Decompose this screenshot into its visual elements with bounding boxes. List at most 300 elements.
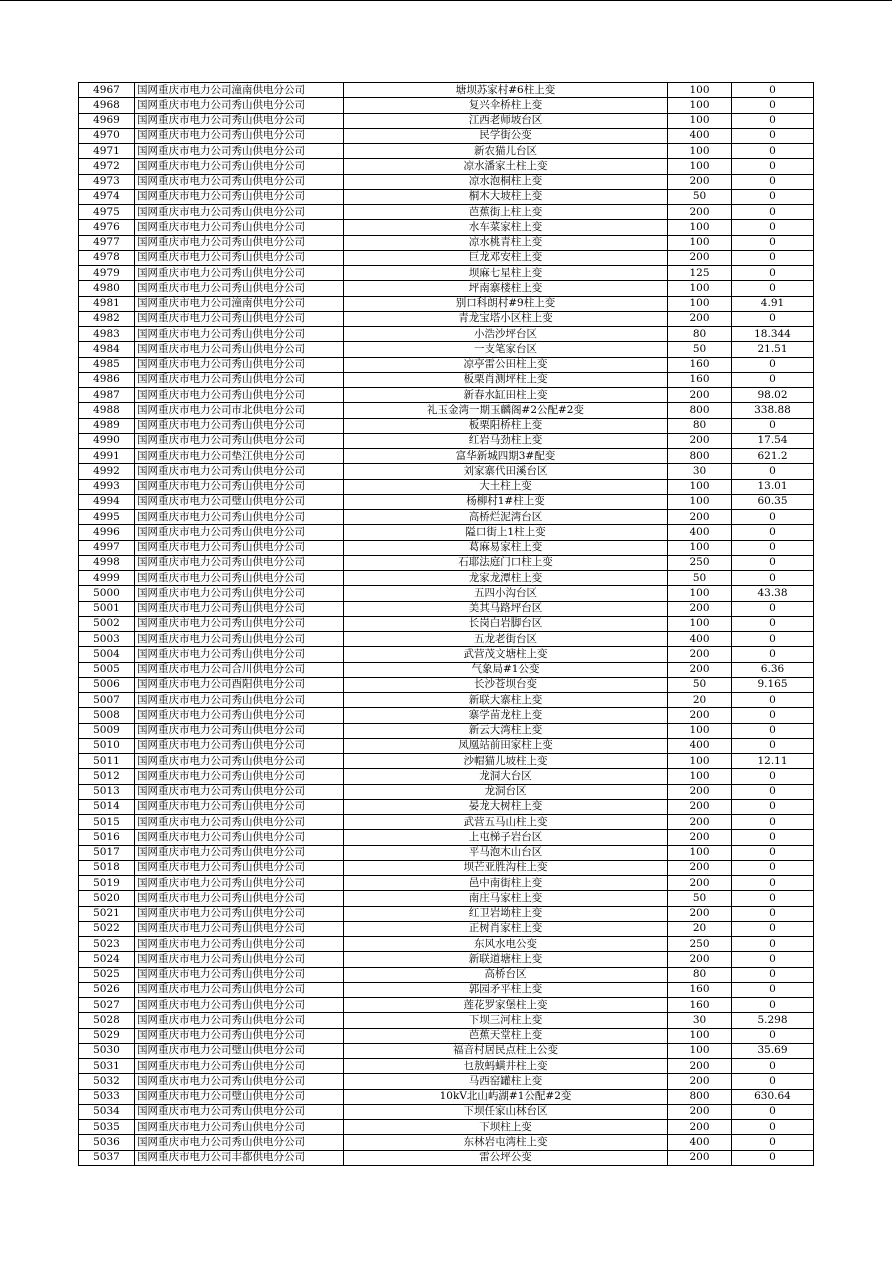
capacity-cell: 100 [668, 235, 732, 250]
company-cell: 国网重庆市电力公司秀山供电分公司 [135, 1135, 344, 1150]
company-cell: 国网重庆市电力公司秀山供电分公司 [135, 159, 344, 174]
row-id-cell: 5024 [79, 952, 135, 967]
value-cell: 0 [732, 723, 814, 738]
value-cell: 0 [732, 205, 814, 220]
row-id-cell: 5003 [79, 632, 135, 647]
value-cell: 13.01 [732, 479, 814, 494]
row-id-cell: 5013 [79, 784, 135, 799]
company-cell: 国网重庆市电力公司秀山供电分公司 [135, 510, 344, 525]
capacity-cell: 200 [668, 1150, 732, 1165]
capacity-cell: 200 [668, 388, 732, 403]
table-row [79, 235, 814, 250]
station-cell: 长沙苍坝台变 [344, 677, 668, 692]
table-row [79, 159, 814, 174]
station-cell: 美其马路坪台区 [344, 601, 668, 616]
station-cell: 民学街公变 [344, 128, 668, 143]
capacity-cell: 200 [668, 174, 732, 189]
table-row [79, 388, 814, 403]
row-id-cell: 5002 [79, 616, 135, 631]
value-cell: 0 [732, 982, 814, 997]
table-row [79, 708, 814, 723]
row-id-cell: 4989 [79, 418, 135, 433]
value-cell: 0 [732, 98, 814, 113]
station-cell: 龙洞台区 [344, 784, 668, 799]
row-id-cell: 5012 [79, 769, 135, 784]
row-id-cell: 5026 [79, 982, 135, 997]
value-cell: 0 [732, 647, 814, 662]
table-row [79, 205, 814, 220]
station-cell: 大土柱上变 [344, 479, 668, 494]
station-cell: 红岩马劲柱上变 [344, 433, 668, 448]
station-cell: 东林岩屯湾柱上变 [344, 1135, 668, 1150]
row-id-cell: 4995 [79, 510, 135, 525]
station-cell: 新春水缸田柱上变 [344, 388, 668, 403]
table-row [79, 144, 814, 159]
capacity-cell: 50 [668, 571, 732, 586]
company-cell: 国网重庆市电力公司秀山供电分公司 [135, 616, 344, 631]
row-id-cell: 5014 [79, 799, 135, 814]
table-row [79, 494, 814, 509]
capacity-cell: 20 [668, 921, 732, 936]
company-cell: 国网重庆市电力公司秀山供电分公司 [135, 738, 344, 753]
value-cell: 0 [732, 159, 814, 174]
capacity-cell: 50 [668, 677, 732, 692]
table-row [79, 510, 814, 525]
value-cell: 0 [732, 891, 814, 906]
row-id-cell: 4998 [79, 555, 135, 570]
capacity-cell: 100 [668, 113, 732, 128]
row-id-cell: 4967 [79, 83, 135, 98]
value-cell: 0 [732, 1120, 814, 1135]
value-cell: 0 [732, 1074, 814, 1089]
value-cell: 0 [732, 1104, 814, 1119]
row-id-cell: 4986 [79, 372, 135, 387]
capacity-cell: 200 [668, 784, 732, 799]
company-cell: 国网重庆市电力公司垫江供电分公司 [135, 449, 344, 464]
station-cell: 气象局#1公变 [344, 662, 668, 677]
table-row [79, 1043, 814, 1058]
row-id-cell: 5031 [79, 1059, 135, 1074]
company-cell: 国网重庆市电力公司秀山供电分公司 [135, 372, 344, 387]
company-cell: 国网重庆市电力公司秀山供电分公司 [135, 1013, 344, 1028]
capacity-cell: 800 [668, 449, 732, 464]
table-row [79, 784, 814, 799]
row-id-cell: 4994 [79, 494, 135, 509]
capacity-cell: 160 [668, 998, 732, 1013]
station-cell: 板栗肖测坪柱上变 [344, 372, 668, 387]
table-row [79, 449, 814, 464]
capacity-cell: 400 [668, 738, 732, 753]
station-cell: 雷公坪公变 [344, 1150, 668, 1165]
company-cell: 国网重庆市电力公司秀山供电分公司 [135, 113, 344, 128]
company-cell: 国网重庆市电力公司秀山供电分公司 [135, 876, 344, 891]
row-id-cell: 5006 [79, 677, 135, 692]
table-row [79, 845, 814, 860]
company-cell: 国网重庆市电力公司秀山供电分公司 [135, 571, 344, 586]
station-cell: 石耶法庭门口柱上变 [344, 555, 668, 570]
company-cell: 国网重庆市电力公司秀山供电分公司 [135, 433, 344, 448]
table-row [79, 571, 814, 586]
value-cell: 0 [732, 555, 814, 570]
row-id-cell: 5033 [79, 1089, 135, 1104]
company-cell: 国网重庆市电力公司秀山供电分公司 [135, 708, 344, 723]
value-cell: 0 [732, 144, 814, 159]
value-cell: 12.11 [732, 754, 814, 769]
station-cell: 下坝任家山林台区 [344, 1104, 668, 1119]
table-row [79, 815, 814, 830]
capacity-cell: 100 [668, 586, 732, 601]
capacity-cell: 100 [668, 754, 732, 769]
company-cell: 国网重庆市电力公司潼南供电分公司 [135, 83, 344, 98]
table-row [79, 464, 814, 479]
capacity-cell: 200 [668, 662, 732, 677]
capacity-cell: 100 [668, 494, 732, 509]
table-row [79, 433, 814, 448]
table-row [79, 311, 814, 326]
company-cell: 国网重庆市电力公司秀山供电分公司 [135, 250, 344, 265]
table-row [79, 967, 814, 982]
capacity-cell: 200 [668, 647, 732, 662]
value-cell: 0 [732, 128, 814, 143]
table-row [79, 128, 814, 143]
table-row [79, 555, 814, 570]
company-cell: 国网重庆市电力公司秀山供电分公司 [135, 540, 344, 555]
value-cell: 0 [732, 1150, 814, 1165]
value-cell: 0 [732, 632, 814, 647]
station-cell: 正树肖家柱上变 [344, 921, 668, 936]
value-cell: 0 [732, 937, 814, 952]
table-row [79, 921, 814, 936]
station-cell: 凉亭雷公田柱上变 [344, 357, 668, 372]
capacity-cell: 200 [668, 876, 732, 891]
capacity-cell: 800 [668, 403, 732, 418]
value-cell: 9.165 [732, 677, 814, 692]
row-id-cell: 5034 [79, 1104, 135, 1119]
company-cell: 国网重庆市电力公司秀山供电分公司 [135, 1059, 344, 1074]
capacity-cell: 20 [668, 693, 732, 708]
table-row [79, 357, 814, 372]
row-id-cell: 5018 [79, 860, 135, 875]
station-cell: 五龙老街台区 [344, 632, 668, 647]
table-row [79, 1104, 814, 1119]
station-cell: 南庄马家柱上变 [344, 891, 668, 906]
station-cell: 红卫岩坳柱上变 [344, 906, 668, 921]
company-cell: 国网重庆市电力公司秀山供电分公司 [135, 327, 344, 342]
capacity-cell: 50 [668, 342, 732, 357]
station-cell: 凉水桃青柱上变 [344, 235, 668, 250]
row-id-cell: 4990 [79, 433, 135, 448]
company-cell: 国网重庆市电力公司秀山供电分公司 [135, 144, 344, 159]
station-cell: 上屯梯子岩台区 [344, 830, 668, 845]
row-id-cell: 5001 [79, 601, 135, 616]
company-cell: 国网重庆市电力公司秀山供电分公司 [135, 189, 344, 204]
company-cell: 国网重庆市电力公司秀山供电分公司 [135, 799, 344, 814]
value-cell: 0 [732, 693, 814, 708]
station-cell: 别口科朗村#9柱上变 [344, 296, 668, 311]
station-cell: 芭蕉天堂柱上变 [344, 1028, 668, 1043]
station-cell: 郭园矛平柱上变 [344, 982, 668, 997]
row-id-cell: 5021 [79, 906, 135, 921]
row-id-cell: 5005 [79, 662, 135, 677]
row-id-cell: 5010 [79, 738, 135, 753]
value-cell: 0 [732, 830, 814, 845]
row-id-cell: 4973 [79, 174, 135, 189]
company-cell: 国网重庆市电力公司璧山供电分公司 [135, 1089, 344, 1104]
capacity-cell: 100 [668, 83, 732, 98]
row-id-cell: 4987 [79, 388, 135, 403]
capacity-cell: 100 [668, 159, 732, 174]
capacity-cell: 100 [668, 540, 732, 555]
company-cell: 国网重庆市电力公司秀山供电分公司 [135, 388, 344, 403]
station-cell: 板栗阳桥柱上变 [344, 418, 668, 433]
row-id-cell: 5025 [79, 967, 135, 982]
table-row [79, 982, 814, 997]
value-cell: 338.88 [732, 403, 814, 418]
station-cell: 长岗白岩脚台区 [344, 616, 668, 631]
row-id-cell: 4983 [79, 327, 135, 342]
table-row [79, 906, 814, 921]
station-cell: 马西窑罐柱上变 [344, 1074, 668, 1089]
capacity-cell: 30 [668, 1013, 732, 1028]
company-cell: 国网重庆市电力公司秀山供电分公司 [135, 693, 344, 708]
table-row [79, 754, 814, 769]
row-id-cell: 5022 [79, 921, 135, 936]
value-cell: 35.69 [732, 1043, 814, 1058]
company-cell: 国网重庆市电力公司秀山供电分公司 [135, 342, 344, 357]
company-cell: 国网重庆市电力公司秀山供电分公司 [135, 205, 344, 220]
value-cell: 0 [732, 1059, 814, 1074]
capacity-cell: 50 [668, 189, 732, 204]
table-row [79, 266, 814, 281]
company-cell: 国网重庆市电力公司秀山供电分公司 [135, 952, 344, 967]
company-cell: 国网重庆市电力公司秀山供电分公司 [135, 784, 344, 799]
value-cell: 0 [732, 708, 814, 723]
company-cell: 国网重庆市电力公司璧山供电分公司 [135, 494, 344, 509]
company-cell: 国网重庆市电力公司秀山供电分公司 [135, 418, 344, 433]
value-cell: 0 [732, 510, 814, 525]
station-cell: 凉水泡桐柱上变 [344, 174, 668, 189]
table-row [79, 616, 814, 631]
row-id-cell: 4978 [79, 250, 135, 265]
station-cell: 江西老师坡台区 [344, 113, 668, 128]
capacity-cell: 250 [668, 555, 732, 570]
value-cell: 0 [732, 372, 814, 387]
station-cell: 莲花罗家堡柱上变 [344, 998, 668, 1013]
capacity-cell: 200 [668, 510, 732, 525]
page-top-rule [0, 0, 892, 1]
station-cell: 新联大寨柱上变 [344, 693, 668, 708]
row-id-cell: 5029 [79, 1028, 135, 1043]
company-cell: 国网重庆市电力公司秀山供电分公司 [135, 830, 344, 845]
row-id-cell: 5032 [79, 1074, 135, 1089]
row-id-cell: 5023 [79, 937, 135, 952]
capacity-cell: 200 [668, 830, 732, 845]
company-cell: 国网重庆市电力公司秀山供电分公司 [135, 937, 344, 952]
value-cell: 98.02 [732, 388, 814, 403]
station-cell: 晏龙大树柱上变 [344, 799, 668, 814]
station-cell: 凤凰站前田家柱上变 [344, 738, 668, 753]
station-cell: 东风水电公变 [344, 937, 668, 952]
company-cell: 国网重庆市电力公司秀山供电分公司 [135, 754, 344, 769]
company-cell: 国网重庆市电力公司秀山供电分公司 [135, 982, 344, 997]
table-row [79, 220, 814, 235]
table-row [79, 769, 814, 784]
table-row [79, 1089, 814, 1104]
station-cell: 邑中南街柱上变 [344, 876, 668, 891]
station-cell: 坝麻七星柱上变 [344, 266, 668, 281]
value-cell: 0 [732, 189, 814, 204]
company-cell: 国网重庆市电力公司丰都供电分公司 [135, 1150, 344, 1165]
capacity-cell: 400 [668, 632, 732, 647]
station-cell: 坪南寨楼柱上变 [344, 281, 668, 296]
capacity-cell: 100 [668, 1043, 732, 1058]
table-row [79, 647, 814, 662]
row-id-cell: 4999 [79, 571, 135, 586]
row-id-cell: 4996 [79, 525, 135, 540]
station-cell: 武营五马山柱上变 [344, 815, 668, 830]
capacity-cell: 200 [668, 601, 732, 616]
company-cell: 国网重庆市电力公司秀山供电分公司 [135, 1120, 344, 1135]
company-cell: 国网重庆市电力公司秀山供电分公司 [135, 357, 344, 372]
row-id-cell: 5017 [79, 845, 135, 860]
company-cell: 国网重庆市电力公司秀山供电分公司 [135, 769, 344, 784]
row-id-cell: 4997 [79, 540, 135, 555]
value-cell: 21.51 [732, 342, 814, 357]
company-cell: 国网重庆市电力公司秀山供电分公司 [135, 891, 344, 906]
table-row [79, 952, 814, 967]
station-cell: 下坝三河柱上变 [344, 1013, 668, 1028]
value-cell: 4.91 [732, 296, 814, 311]
value-cell: 0 [732, 311, 814, 326]
value-cell: 0 [732, 952, 814, 967]
table-row [79, 693, 814, 708]
capacity-cell: 200 [668, 708, 732, 723]
table-row [79, 525, 814, 540]
value-cell: 0 [732, 860, 814, 875]
capacity-cell: 100 [668, 281, 732, 296]
row-id-cell: 4984 [79, 342, 135, 357]
value-cell: 0 [732, 250, 814, 265]
company-cell: 国网重庆市电力公司市北供电分公司 [135, 403, 344, 418]
station-cell: 武营茂文塘柱上变 [344, 647, 668, 662]
table-row [79, 403, 814, 418]
value-cell: 0 [732, 571, 814, 586]
capacity-cell: 200 [668, 1120, 732, 1135]
table-row [79, 479, 814, 494]
capacity-cell: 100 [668, 479, 732, 494]
table-row [79, 83, 814, 98]
value-cell: 0 [732, 525, 814, 540]
company-cell: 国网重庆市电力公司秀山供电分公司 [135, 174, 344, 189]
station-cell: 富华新城四期3#配变 [344, 449, 668, 464]
value-cell: 0 [732, 464, 814, 479]
table-row [79, 342, 814, 357]
value-cell: 0 [732, 784, 814, 799]
row-id-cell: 5015 [79, 815, 135, 830]
station-cell: 新联道塘柱上变 [344, 952, 668, 967]
company-cell: 国网重庆市电力公司秀山供电分公司 [135, 815, 344, 830]
capacity-cell: 400 [668, 525, 732, 540]
row-id-cell: 4969 [79, 113, 135, 128]
row-id-cell: 4975 [79, 205, 135, 220]
row-id-cell: 4981 [79, 296, 135, 311]
station-cell: 10kV北山屿湖#1公配#2变 [344, 1089, 668, 1104]
company-cell: 国网重庆市电力公司秀山供电分公司 [135, 1074, 344, 1089]
company-cell: 国网重庆市电力公司秀山供电分公司 [135, 235, 344, 250]
table-row [79, 1150, 814, 1165]
company-cell: 国网重庆市电力公司秀山供电分公司 [135, 921, 344, 936]
value-cell: 0 [732, 357, 814, 372]
value-cell: 0 [732, 876, 814, 891]
capacity-cell: 160 [668, 982, 732, 997]
value-cell: 0 [732, 967, 814, 982]
value-cell: 630.64 [732, 1089, 814, 1104]
table-row [79, 281, 814, 296]
row-id-cell: 4979 [79, 266, 135, 281]
capacity-cell: 200 [668, 433, 732, 448]
row-id-cell: 5027 [79, 998, 135, 1013]
company-cell: 国网重庆市电力公司秀山供电分公司 [135, 464, 344, 479]
company-cell: 国网重庆市电力公司秀山供电分公司 [135, 1104, 344, 1119]
station-cell: 坝芒亚胜沟柱上变 [344, 860, 668, 875]
company-cell: 国网重庆市电力公司秀山供电分公司 [135, 479, 344, 494]
value-cell: 0 [732, 540, 814, 555]
company-cell: 国网重庆市电力公司秀山供电分公司 [135, 906, 344, 921]
value-cell: 0 [732, 921, 814, 936]
table-row [79, 937, 814, 952]
table-row [79, 1059, 814, 1074]
row-id-cell: 5019 [79, 876, 135, 891]
station-cell: 刘家寨代田溪台区 [344, 464, 668, 479]
capacity-cell: 80 [668, 967, 732, 982]
table-row [79, 891, 814, 906]
station-cell: 五四小沟台区 [344, 586, 668, 601]
transformer-table [78, 82, 814, 1166]
table-row [79, 1074, 814, 1089]
station-cell: 龙洞大台区 [344, 769, 668, 784]
company-cell: 国网重庆市电力公司秀山供电分公司 [135, 311, 344, 326]
row-id-cell: 5011 [79, 754, 135, 769]
table-row [79, 113, 814, 128]
table-row [79, 250, 814, 265]
row-id-cell: 4980 [79, 281, 135, 296]
station-cell: 芭蕉街上柱上变 [344, 205, 668, 220]
capacity-cell: 250 [668, 937, 732, 952]
value-cell: 18.344 [732, 327, 814, 342]
value-cell: 0 [732, 266, 814, 281]
value-cell: 60.35 [732, 494, 814, 509]
capacity-cell: 400 [668, 1135, 732, 1150]
company-cell: 国网重庆市电力公司潼南供电分公司 [135, 296, 344, 311]
company-cell: 国网重庆市电力公司秀山供电分公司 [135, 632, 344, 647]
company-cell: 国网重庆市电力公司秀山供电分公司 [135, 1028, 344, 1043]
station-cell: 凉水潘家土柱上变 [344, 159, 668, 174]
capacity-cell: 200 [668, 311, 732, 326]
company-cell: 国网重庆市电力公司秀山供电分公司 [135, 128, 344, 143]
company-cell: 国网重庆市电力公司秀山供电分公司 [135, 845, 344, 860]
row-id-cell: 4970 [79, 128, 135, 143]
capacity-cell: 200 [668, 860, 732, 875]
capacity-cell: 100 [668, 144, 732, 159]
table-row [79, 860, 814, 875]
station-cell: 杨柳村1#柱上变 [344, 494, 668, 509]
capacity-cell: 30 [668, 464, 732, 479]
company-cell: 国网重庆市电力公司秀山供电分公司 [135, 98, 344, 113]
capacity-cell: 100 [668, 769, 732, 784]
station-cell: 青龙宝塔小区柱上变 [344, 311, 668, 326]
value-cell: 0 [732, 616, 814, 631]
table-row [79, 799, 814, 814]
